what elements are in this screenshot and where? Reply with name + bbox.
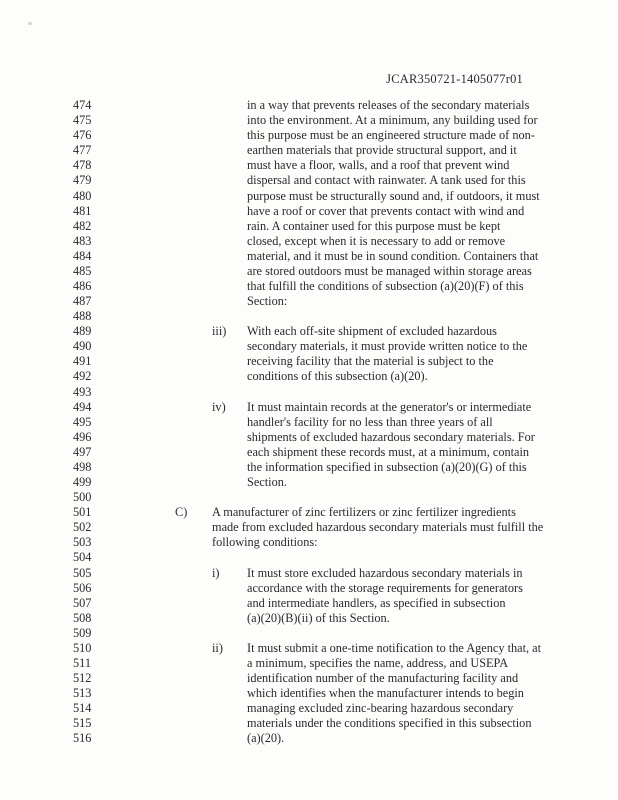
document-line bbox=[0, 354, 618, 369]
line-text: that fulfill the conditions of subsection (a)(20)(F) of this bbox=[247, 279, 524, 293]
line-number: 477 bbox=[73, 143, 92, 158]
line-number: 480 bbox=[73, 188, 92, 203]
document-line bbox=[0, 566, 618, 581]
line-number: 486 bbox=[73, 279, 92, 293]
line-text: Section. bbox=[247, 475, 287, 489]
document-line bbox=[0, 249, 618, 264]
line-number: 483 bbox=[73, 233, 92, 248]
line-number: 495 bbox=[73, 414, 92, 429]
line-text: receiving facility that the material is subject to the bbox=[247, 354, 494, 369]
document-line bbox=[0, 716, 618, 731]
line-text: the information specified in subsection (a)(20)(G) of this bbox=[247, 459, 527, 474]
line-number: 484 bbox=[73, 248, 92, 263]
line-number: 511 bbox=[73, 656, 91, 670]
line-text: purpose must be structurally sound and, if outdoors, it must bbox=[247, 188, 540, 203]
document-line bbox=[0, 671, 618, 686]
line-number: 516 bbox=[73, 731, 92, 746]
line-number: 485 bbox=[73, 263, 92, 278]
document-line bbox=[0, 98, 618, 113]
line-text: closed, except when it is necessary to add or remove bbox=[247, 233, 506, 248]
line-text: (a)(20). bbox=[247, 731, 285, 746]
line-text: Section: bbox=[247, 294, 288, 308]
document-line bbox=[0, 686, 618, 701]
line-number: 514 bbox=[73, 701, 92, 716]
document-line bbox=[0, 339, 618, 354]
line-number: 479 bbox=[73, 173, 92, 188]
line-number: 503 bbox=[73, 535, 92, 550]
line-number: 482 bbox=[73, 218, 92, 233]
list-marker: i) bbox=[212, 565, 220, 580]
document-line bbox=[0, 611, 618, 626]
document-line bbox=[0, 279, 618, 294]
document-line bbox=[0, 143, 618, 158]
document-line bbox=[0, 626, 618, 641]
line-number: 481 bbox=[73, 203, 92, 218]
line-number: 493 bbox=[73, 384, 92, 399]
line-number: 491 bbox=[73, 354, 92, 369]
line-number: 509 bbox=[73, 625, 92, 640]
line-text: accordance with the storage requirements for generators bbox=[247, 580, 523, 595]
line-text: must have a floor, walls, and a roof that prevent wind bbox=[247, 158, 510, 173]
document-line bbox=[0, 581, 618, 596]
document-line bbox=[0, 596, 618, 611]
document-line bbox=[0, 385, 618, 400]
list-marker: iv) bbox=[212, 399, 226, 414]
line-number: 510 bbox=[73, 640, 92, 655]
document-line bbox=[0, 475, 618, 490]
document-line bbox=[0, 173, 618, 188]
document-line bbox=[0, 324, 618, 339]
line-number: 508 bbox=[73, 610, 92, 625]
line-number: 492 bbox=[73, 369, 92, 384]
line-text: A manufacturer of zinc fertilizers or zinc fertilizer ingredients bbox=[212, 505, 516, 520]
document-line bbox=[0, 309, 618, 324]
line-text: It must maintain records at the generator's or intermediate bbox=[247, 399, 532, 414]
line-text: rain. A container used for this purpose must be kept bbox=[247, 218, 501, 233]
document-line bbox=[0, 369, 618, 384]
line-number: 499 bbox=[73, 475, 92, 489]
document-line bbox=[0, 189, 618, 204]
line-number: 501 bbox=[73, 505, 92, 520]
line-text: It must submit a one-time notification to the Agency that, at bbox=[247, 640, 542, 655]
line-number: 475 bbox=[73, 113, 92, 128]
line-number: 504 bbox=[73, 550, 92, 565]
list-marker: iii) bbox=[212, 324, 227, 339]
line-number: 488 bbox=[73, 309, 92, 324]
line-number: 478 bbox=[73, 158, 92, 173]
line-number: 507 bbox=[73, 595, 92, 610]
document-line bbox=[0, 400, 618, 415]
line-text: each shipment these records must, at a minimum, contain bbox=[247, 444, 530, 459]
line-text: managing excluded zinc-bearing hazardous secondary bbox=[247, 701, 514, 716]
line-text: conditions of this subsection (a)(20). bbox=[247, 369, 428, 384]
document-header-id: JCAR350721-1405077r01 bbox=[386, 72, 523, 86]
document-line bbox=[0, 204, 618, 219]
document-line bbox=[0, 490, 618, 505]
line-text: dispersal and contact with rainwater. A tank used for this bbox=[247, 173, 526, 188]
document-line bbox=[0, 641, 618, 656]
scan-speck bbox=[28, 22, 32, 25]
document-line bbox=[0, 731, 618, 746]
document-line bbox=[0, 264, 618, 279]
line-text: into the environment. At a minimum, any building used for bbox=[247, 113, 538, 128]
line-text: following conditions: bbox=[212, 535, 318, 550]
line-text: a minimum, specifies the name, address, and USEPA bbox=[247, 656, 509, 670]
document-line bbox=[0, 430, 618, 445]
line-number: 500 bbox=[73, 490, 92, 505]
line-number: 494 bbox=[73, 399, 92, 414]
document-line bbox=[0, 460, 618, 475]
document-line bbox=[0, 535, 618, 550]
line-number: 474 bbox=[73, 98, 92, 112]
line-text: (a)(20)(B)(ii) of this Section. bbox=[247, 610, 390, 625]
line-text: which identifies when the manufacturer intends to begin bbox=[247, 686, 524, 701]
line-text: and intermediate handlers, as specified in subsection bbox=[247, 595, 506, 610]
line-text: shipments of excluded hazardous secondary materials. For bbox=[247, 429, 535, 444]
line-number: 487 bbox=[73, 294, 92, 308]
line-number: 505 bbox=[73, 565, 92, 580]
line-number: 498 bbox=[73, 459, 92, 474]
line-text: made from excluded hazardous secondary materials must fulfill the bbox=[212, 520, 544, 535]
document-line bbox=[0, 294, 618, 309]
line-text: material, and it must be in sound condition. Containers that bbox=[247, 248, 539, 263]
document-line bbox=[0, 505, 618, 520]
line-text: materials under the conditions specified in this subsection bbox=[247, 716, 532, 731]
line-text: have a roof or cover that prevents contact with wind and bbox=[247, 203, 525, 218]
line-number: 496 bbox=[73, 429, 92, 444]
line-number: 515 bbox=[73, 716, 92, 731]
line-number: 497 bbox=[73, 444, 92, 459]
document-line bbox=[0, 415, 618, 430]
document-line bbox=[0, 113, 618, 128]
list-marker: ii) bbox=[212, 640, 223, 655]
line-text: in a way that prevents releases of the secondary materials bbox=[247, 98, 530, 112]
document-line bbox=[0, 656, 618, 671]
line-text: secondary materials, it must provide written notice to the bbox=[247, 339, 528, 354]
line-text: It must store excluded hazardous secondary materials in bbox=[247, 565, 523, 580]
line-number: 490 bbox=[73, 339, 92, 354]
line-text: earthen materials that provide structural support, and it bbox=[247, 143, 517, 158]
line-number: 476 bbox=[73, 128, 92, 143]
line-text: are stored outdoors must be managed within storage areas bbox=[247, 263, 532, 278]
document-line bbox=[0, 234, 618, 249]
document-line bbox=[0, 128, 618, 143]
line-text: handler's facility for no less than three years of all bbox=[247, 414, 493, 429]
document-line bbox=[0, 701, 618, 716]
line-number: 512 bbox=[73, 671, 92, 685]
line-text: identification number of the manufacturing facility and bbox=[247, 671, 519, 685]
line-text: With each off-site shipment of excluded hazardous bbox=[247, 324, 497, 339]
document-line bbox=[0, 550, 618, 565]
line-number: 506 bbox=[73, 580, 92, 595]
line-number: 513 bbox=[73, 686, 92, 701]
document-line bbox=[0, 520, 618, 535]
document-line bbox=[0, 445, 618, 460]
line-number: 489 bbox=[73, 324, 92, 339]
document-line bbox=[0, 158, 618, 173]
document-line bbox=[0, 219, 618, 234]
list-marker: C) bbox=[175, 505, 188, 520]
line-text: this purpose must be an engineered structure made of non- bbox=[247, 128, 535, 143]
line-number: 502 bbox=[73, 520, 92, 535]
